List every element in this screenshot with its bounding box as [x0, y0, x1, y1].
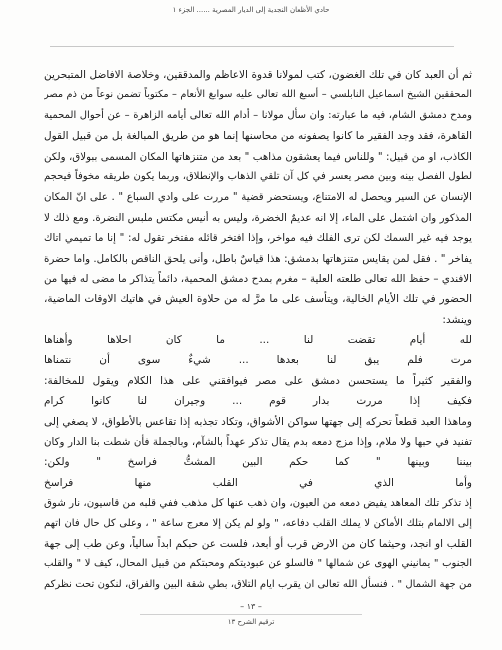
page-numbering-note: ترقيم الشرح ١٣	[227, 618, 275, 626]
text-line: وماهذا العبد قطعاً تحركه إلى جهتها سواكن الأشواق، وتكاد تجذبه إذا تقاعس بالأطواق، لا يصغي إلى	[44, 415, 472, 428]
text-line: وينشد:	[442, 313, 472, 326]
text-line: الحضور في تلك الأيام الخالية، ويتأسف على ما مرَّ له من حلاوة العيش في هاتيك الاوقات الماضية،	[44, 293, 472, 306]
text-line: الكاذب، او من قبيل: " وللناس فيما يعشقون مذاهب " بعد من متنزهاتها المكان المسمى ببولاق، ولكن	[44, 150, 472, 163]
text-line: الافندي – حفظ الله تعالى طلعته العلية – مغرم بمدح دمشق المحمية، دائماً يتذاكر ما مضى له فيها من	[44, 272, 472, 285]
header-rule	[50, 46, 454, 47]
text-line: تفنيد في حبها ولا ملام، وإذا مزج دمعه بدم يقال تذكر عهداً بالشآم، وبالجملة فأن شطت بنا الدار وكان	[44, 436, 472, 449]
footer-rule	[140, 614, 362, 615]
text-line: إلى الالمام بتلك الأماكن لا يملك القلب دفاعه، " ولو لم يكن إلا معرج ساعة " ، وعلى كل حال فان اتهم	[44, 517, 472, 529]
poem-line: لله أيام تقضت لنا ... ما كان احلاها وأهناها	[44, 334, 472, 347]
text-line: يوجد فيه غير السمك لكن ترى الفلك فيه مواخر، وإذا افتخر قائله مفتخر تقول له: " إنا ما تميمي اتاك	[44, 232, 472, 245]
text-line: إذ تذكر تلك المعاهد يفيض دمعه من العيون، وان ذهب عنها كل مذهب ففي قلبه من قاسيون، نار شوق	[44, 497, 472, 510]
page-number: – ١٣ –	[240, 602, 262, 611]
running-header: حادي الأظعان النجدية إلى الديار المصرية ...... الجزء ١	[172, 6, 330, 14]
text-line: الإنسان عن السير ويحصل له الامتناع، ويستحضر قضية " مررت على وادي السباع " . على انّ المكان	[44, 191, 472, 204]
text-line: الجنوب " يمانيني الهوى عن شمالها " فالسلو عن عبوديتكم ومحبتكم من قبيل المحال، كيف لا " والقلب	[44, 558, 472, 570]
text-line: لطول الفصل بينه وبين مصر يعسر في كل آن تلقي الذهاب والإنطلاق، وربما يكون طريقه مخوفاً فيحجم	[44, 170, 472, 182]
text-line: المحققين الشيخ اسماعيل النابلسي – أسبغ الله تعالى عليه سوابغ الأنعام – مكتوباً تضمن نوعاً من ذم مصر	[44, 89, 472, 101]
text-line: ثم أن العبد كان في تلك الغضون، كتب لمولانا قدوة الاعاظم والمدققين، وخلاصة الافاضل المتبحرين	[44, 69, 472, 81]
text-line: ومدح دمشق الشام، فيه ما عبارته: وان سأل مولانا – أدام الله تعالى أيامه الزاهرة – عن أحوال المحمية	[44, 109, 472, 121]
poem-line: بيننا وبينها " كما حكم البين المشتُّ فراسخ " ولكن:	[44, 456, 472, 469]
text-line: القلب او انجد، وحيثما كان من الارض قرب أو أبعد، فلست عن حبكم ابداً سالياً، وعن طب إلى جهة	[44, 537, 472, 550]
poem-line: وأما الذي في القلب منها فراسخ	[44, 476, 472, 489]
poem-line: فكيف إذا مررت بدار قوم ... وجيران لنا كانوا كرام	[44, 395, 472, 408]
text-line: القاهرة، فقد وجد الفقير ما كانوا يصفونه من محاسنها إنما هو من طريق المبالغة بل من قبيل القول	[44, 130, 472, 143]
text-line: من جهة الشمال " . فنسأل الله تعالى ان يقرب ايام التلاق، بطي شقة البين والفراق، لنكون تحت نظركم	[44, 578, 472, 590]
text-line: المذكور وان اشتمل على الماء، إلا انه عديمٌ الخضرة، وليس به أنيس مكتس ملبس النضرة. ومع ذلك لا	[44, 211, 472, 224]
body-text	[44, 65, 472, 595]
text-line: يفاخر " . فقل لمن يقايس متنزهاتها بدمشق: هذا قياسٌ باطل، وأنى يلحق الناقص بالكامل. واما حضرة	[44, 252, 472, 265]
text-line: والفقير كثيراً ما يستحسن دمشق على مصر فيوافقني على هذا الكلام ويقول للمخالفة:	[44, 374, 472, 387]
poem-line: مرت فلم يبق لنا بعدها ... شيءٌ سوى أن نتمناها	[44, 354, 472, 367]
